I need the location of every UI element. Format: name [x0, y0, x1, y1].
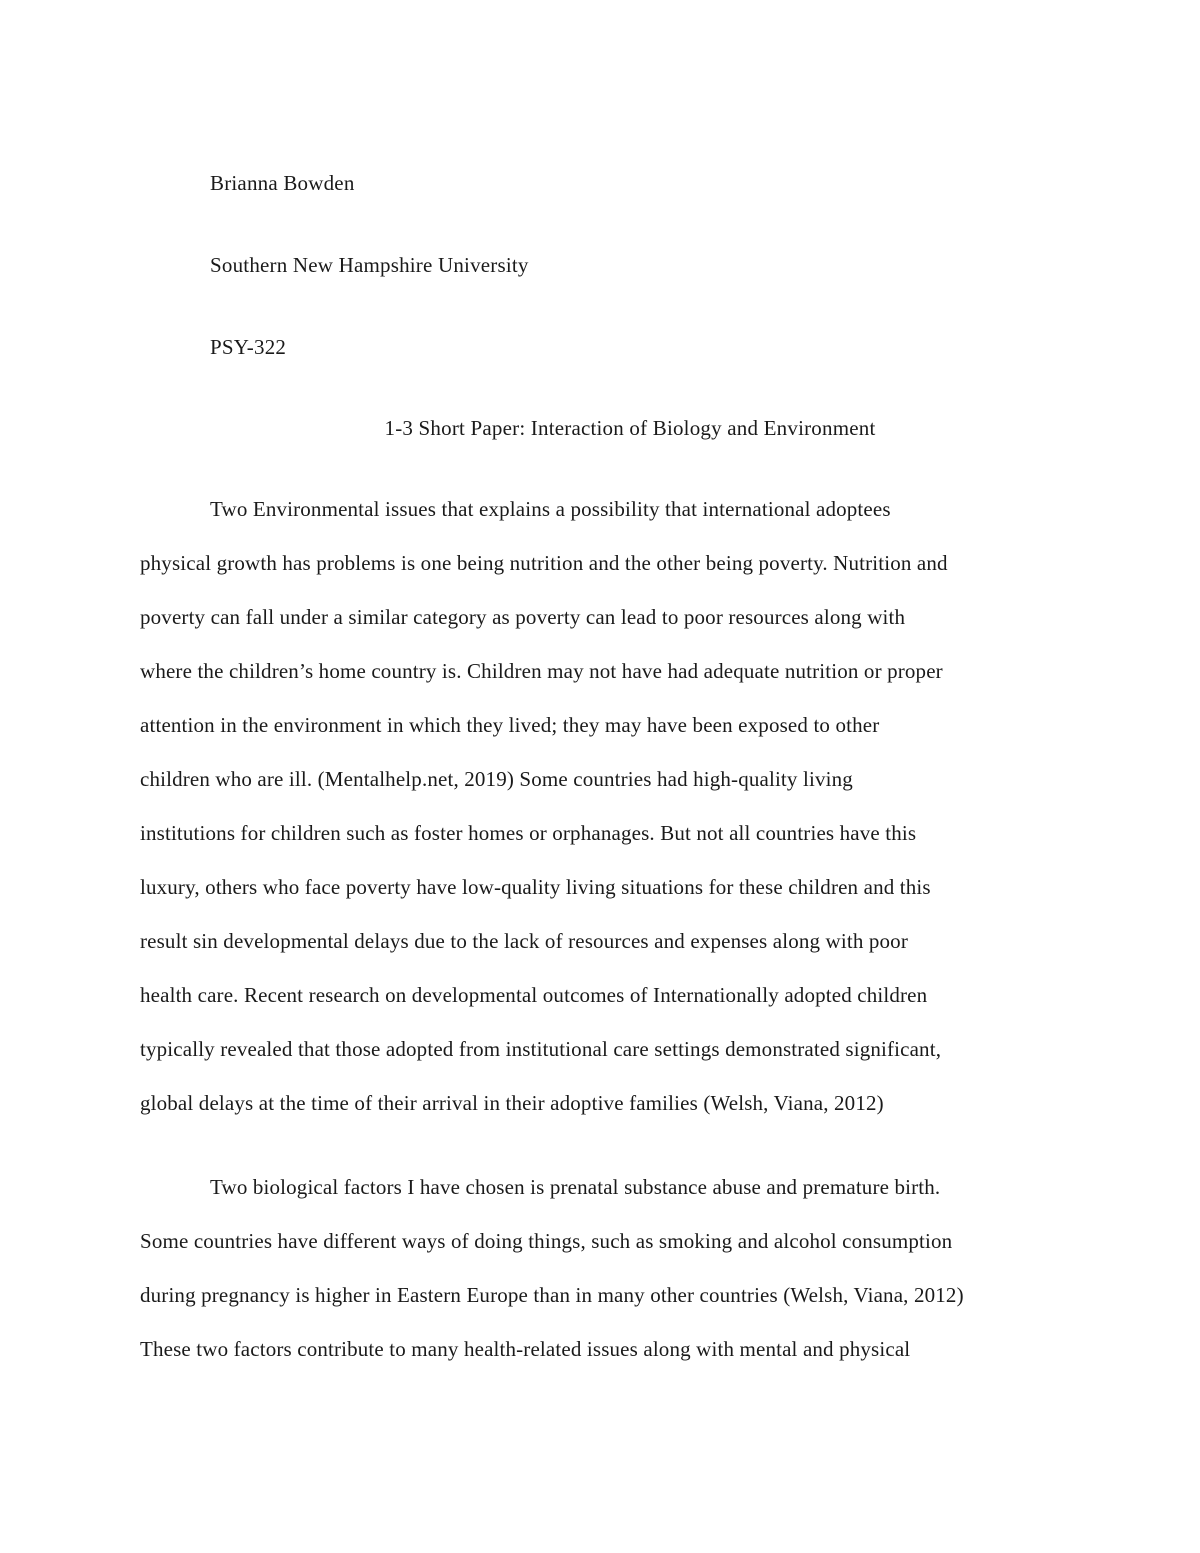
paragraph-line: where the children’s home country is. Children may not have had adequate nutrition or proper [140, 659, 943, 683]
paragraph-line: poverty can fall under a similar category as poverty can lead to poor resources along with [140, 605, 906, 629]
paragraph-line: children who are ill. (Mentalhelp.net, 2019) Some countries had high-quality living [140, 767, 853, 791]
paragraph-line: during pregnancy is higher in Eastern Europe than in many other countries (Welsh, Viana, 2012) [140, 1283, 964, 1307]
paragraph-line: attention in the environment in which they lived; they may have been exposed to other [140, 713, 880, 737]
institution-name: Southern New Hampshire University [210, 253, 529, 277]
paragraph-line: institutions for children such as foster homes or orphanages. But not all countries have this [140, 821, 917, 845]
paragraph-line: physical growth has problems is one being nutrition and the other being poverty. Nutrition and [140, 551, 948, 575]
paragraph-line: Two biological factors I have chosen is prenatal substance abuse and premature birth. [210, 1175, 941, 1199]
paper-title: 1-3 Short Paper: Interaction of Biology and Environment [384, 416, 876, 440]
paragraph-line: These two factors contribute to many health-related issues along with mental and physical [140, 1337, 911, 1361]
paragraph-line: Two Environmental issues that explains a possibility that international adoptees [210, 497, 891, 521]
paragraph-line: global delays at the time of their arrival in their adoptive families (Welsh, Viana, 2012) [140, 1091, 884, 1115]
paragraph-line: luxury, others who face poverty have low-quality living situations for these children and this [140, 875, 931, 899]
paragraph-line: result sin developmental delays due to the lack of resources and expenses along with poor [140, 929, 908, 953]
paragraph-line: typically revealed that those adopted from institutional care settings demonstrated significant, [140, 1037, 942, 1061]
author-name: Brianna Bowden [210, 171, 355, 195]
course-code: PSY-322 [210, 335, 287, 359]
paragraph-line: health care. Recent research on developmental outcomes of Internationally adopted children [140, 983, 928, 1007]
paragraph-line: Some countries have different ways of doing things, such as smoking and alcohol consumption [140, 1229, 953, 1253]
